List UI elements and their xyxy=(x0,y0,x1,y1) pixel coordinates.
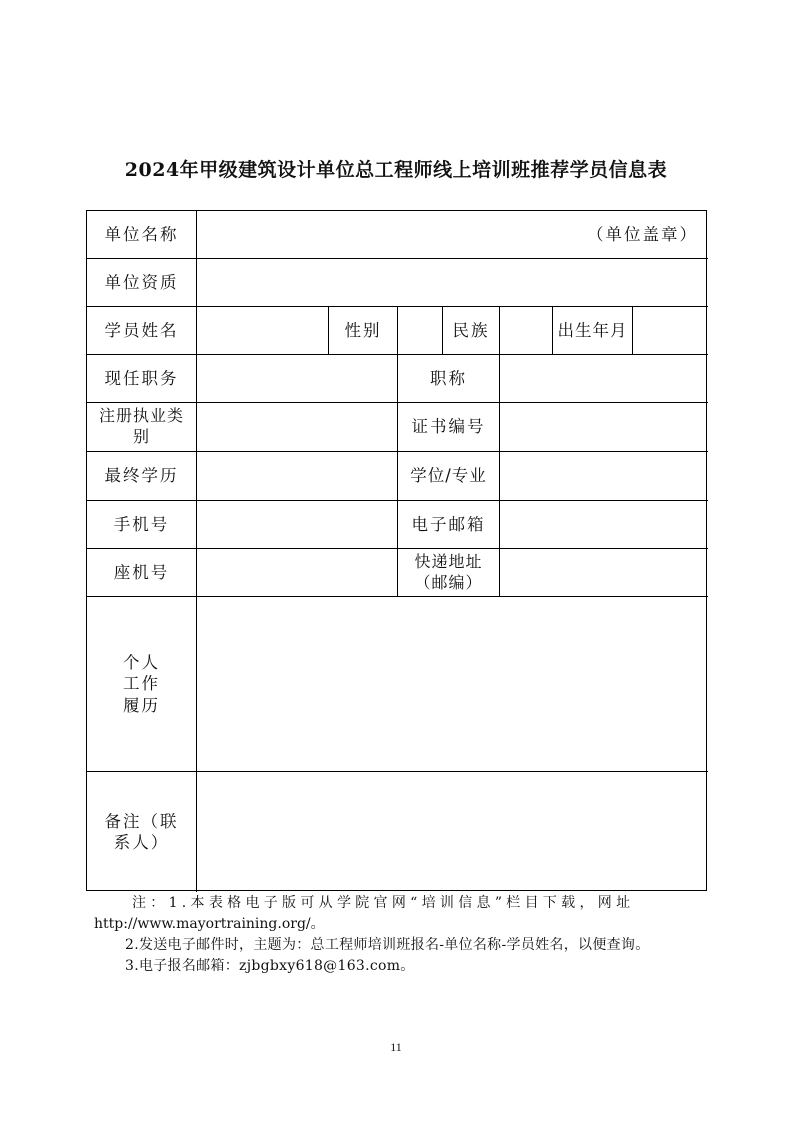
position-label: 现任职务 xyxy=(104,368,179,388)
education-label: 最终学历 xyxy=(104,466,179,486)
landline-label: 座机号 xyxy=(113,562,170,582)
degree-major-label: 学位/专业 xyxy=(410,466,487,486)
mobile-label: 手机号 xyxy=(113,514,170,534)
note-2: 2.发送电子邮件时，主题为：总工程师培训班报名-单位名称-学员姓名，以便查询。 xyxy=(125,937,650,953)
email-label: 电子邮箱 xyxy=(411,514,486,534)
col-divider xyxy=(397,306,398,354)
registration-category-label: 注册执业类别 xyxy=(98,406,184,446)
note-1: 注：1.本表格电子版可从学院官网“培训信息”栏目下载，网址 xyxy=(132,895,635,911)
row-divider xyxy=(87,596,708,597)
col-divider xyxy=(499,354,500,596)
form-notes xyxy=(94,893,700,977)
gender-label: 性别 xyxy=(344,320,382,340)
student-info-form xyxy=(86,210,707,891)
page-number: 11 xyxy=(390,1040,402,1054)
col-divider xyxy=(196,211,197,892)
col-divider xyxy=(499,306,500,354)
birth-date-label: 出生年月 xyxy=(557,320,628,340)
form-title: 2024年甲级建筑设计单位总工程师线上培训班推荐学员信息表 xyxy=(124,159,668,181)
unit-seal-note: （单位盖章） xyxy=(587,224,698,244)
student-name-label: 学员姓名 xyxy=(104,320,179,340)
remarks-label: 备注（联系人） xyxy=(104,811,179,852)
certificate-number-label: 证书编号 xyxy=(411,417,486,437)
work-resume-label: 个人工作履历 xyxy=(123,652,160,715)
address-label: 快递地址（邮编） xyxy=(414,551,483,592)
ethnicity-label: 民族 xyxy=(452,320,490,340)
note-1-url: http://www.mayortraining.org/。 xyxy=(94,916,325,932)
unit-name-label: 单位名称 xyxy=(104,224,179,244)
unit-qualification-label: 单位资质 xyxy=(104,272,179,292)
col-divider xyxy=(632,306,633,354)
note-3: 3.电子报名邮箱：zjbgbxy618@163.com。 xyxy=(125,958,415,974)
professional-title-label: 职称 xyxy=(430,368,467,388)
